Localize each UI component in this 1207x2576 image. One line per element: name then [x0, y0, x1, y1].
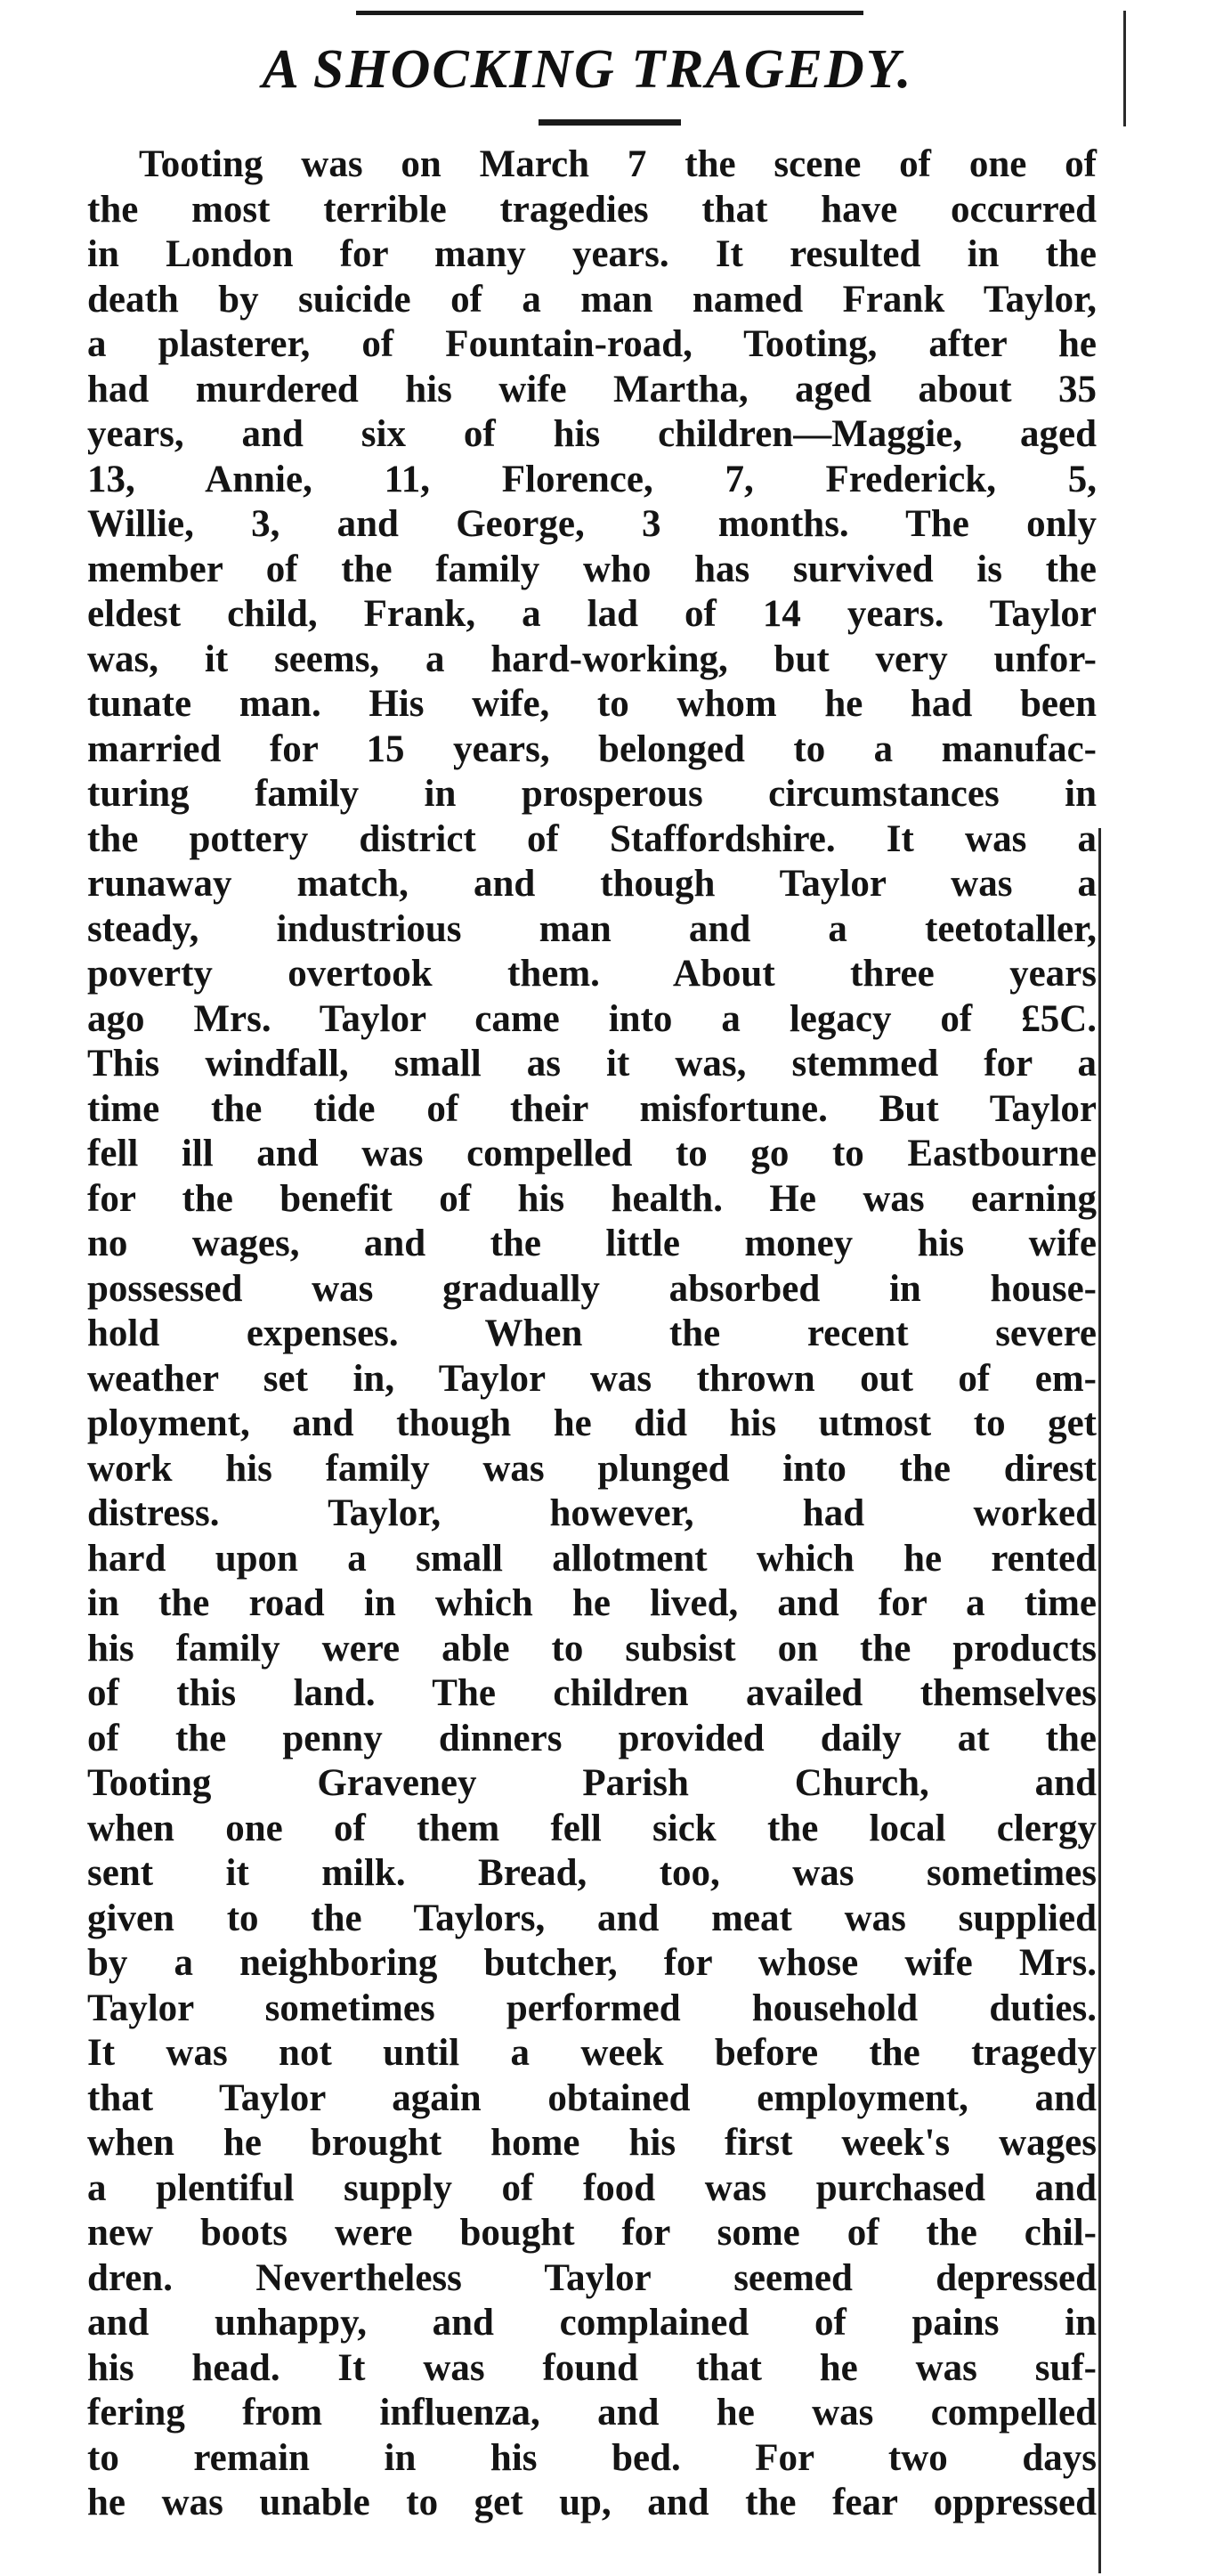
article-line: years, and six of his children—Maggie, aged — [87, 413, 1097, 455]
article-line: when he brought home his first week's wages — [87, 2122, 1097, 2164]
article-line: 13, Annie, 11, Florence, 7, Frederick, 5, — [87, 458, 1097, 500]
article-line: and unhappy, and complained of pains in — [87, 2302, 1097, 2344]
article-line: of this land. The children availed themselves — [87, 1672, 1097, 1714]
article-headline: A SHOCKING TRAGEDY. — [262, 39, 913, 100]
article-line: steady, industrious man and a teetotaller, — [87, 907, 1097, 950]
article-line: ployment, and though he did his utmost to get — [87, 1402, 1097, 1444]
article-line: in London for many years. It resulted in the — [87, 233, 1097, 275]
article-line: a plasterer, of Fountain-road, Tooting, after he — [87, 323, 1097, 365]
article-body — [87, 142, 1097, 2526]
article-line: eldest child, Frank, a lad of 14 years. Taylor — [87, 593, 1097, 635]
article-line: dren. Nevertheless Taylor seemed depressed — [87, 2256, 1097, 2299]
article-line: death by suicide of a man named Frank Taylor, — [87, 278, 1097, 321]
headline-underline-rule — [539, 119, 681, 126]
article-line: hold expenses. When the recent severe — [87, 1312, 1097, 1354]
column-rule-upper — [1123, 11, 1126, 126]
article-line: he was unable to get up, and the fear oppressed — [87, 2482, 1097, 2523]
article-line: for the benefit of his health. He was earning — [87, 1177, 1097, 1220]
article-line: given to the Taylors, and meat was supplied — [87, 1897, 1097, 1939]
article-line: no wages, and the little money his wife — [87, 1223, 1097, 1264]
article-line: weather set in, Taylor was thrown out of em- — [87, 1357, 1097, 1400]
article-line: was, it seems, a hard-working, but very unfor- — [87, 638, 1097, 680]
article-line: the most terrible tragedies that have occurred — [87, 188, 1097, 231]
article-line: This windfall, small as it was, stemmed for a — [87, 1043, 1097, 1085]
article-line: when one of them fell sick the local clergy — [87, 1807, 1097, 1849]
article-line: his head. It was found that he was suf- — [87, 2346, 1097, 2389]
article-line: Tooting Graveney Parish Church, and — [87, 1762, 1097, 1804]
column-rule-lower — [1098, 828, 1101, 2573]
article-line: ago Mrs. Taylor came into a legacy of £5C. — [87, 997, 1097, 1040]
article-line: in the road in which he lived, and for a time — [87, 1582, 1097, 1624]
article-line: possessed was gradually absorbed in house- — [87, 1267, 1097, 1310]
article-line: by a neighboring butcher, for whose wife Mrs. — [87, 1942, 1097, 1984]
article-line: work his family was plunged into the direst — [87, 1447, 1097, 1490]
article-line: of the penny dinners provided daily at the — [87, 1717, 1097, 1759]
article-line: fell ill and was compelled to go to Eastbourne — [87, 1133, 1097, 1174]
article-line: married for 15 years, belonged to a manufac- — [87, 727, 1097, 770]
article-line: Taylor sometimes performed household duties. — [87, 1987, 1097, 2029]
article-line: sent it milk. Bread, too, was sometimes — [87, 1852, 1097, 1894]
article-line: to remain in his bed. For two days — [87, 2436, 1097, 2479]
article-line: tunate man. His wife, to whom he had been — [87, 683, 1097, 725]
article-line: Willie, 3, and George, 3 months. The only — [87, 503, 1097, 545]
article-line: hard upon a small allotment which he rented — [87, 1537, 1097, 1580]
article-line: that Taylor again obtained employment, and — [87, 2076, 1097, 2119]
article-line: poverty overtook them. About three years — [87, 953, 1097, 995]
article-line: had murdered his wife Martha, aged about 35 — [87, 368, 1097, 410]
article-line: Tooting was on March 7 the scene of one of — [139, 143, 1097, 185]
article-line: fering from influenza, and he was compelled — [87, 2392, 1097, 2434]
article-line: new boots were bought for some of the chil- — [87, 2212, 1097, 2254]
top-rule — [356, 11, 863, 15]
article-line: time the tide of their misfortune. But Taylor — [87, 1087, 1097, 1130]
article-line: the pottery district of Staffordshire. It was a — [87, 817, 1097, 860]
article-line: a plentiful supply of food was purchased and — [87, 2166, 1097, 2209]
article-line: It was not until a week before the tragedy — [87, 2032, 1097, 2074]
article-line: turing family in prosperous circumstances in — [87, 773, 1097, 815]
article-line: member of the family who has survived is the — [87, 548, 1097, 590]
article-line: his family were able to subsist on the products — [87, 1627, 1097, 1670]
article-line: runaway match, and though Taylor was a — [87, 863, 1097, 905]
article-line: distress. Taylor, however, had worked — [87, 1492, 1097, 1534]
